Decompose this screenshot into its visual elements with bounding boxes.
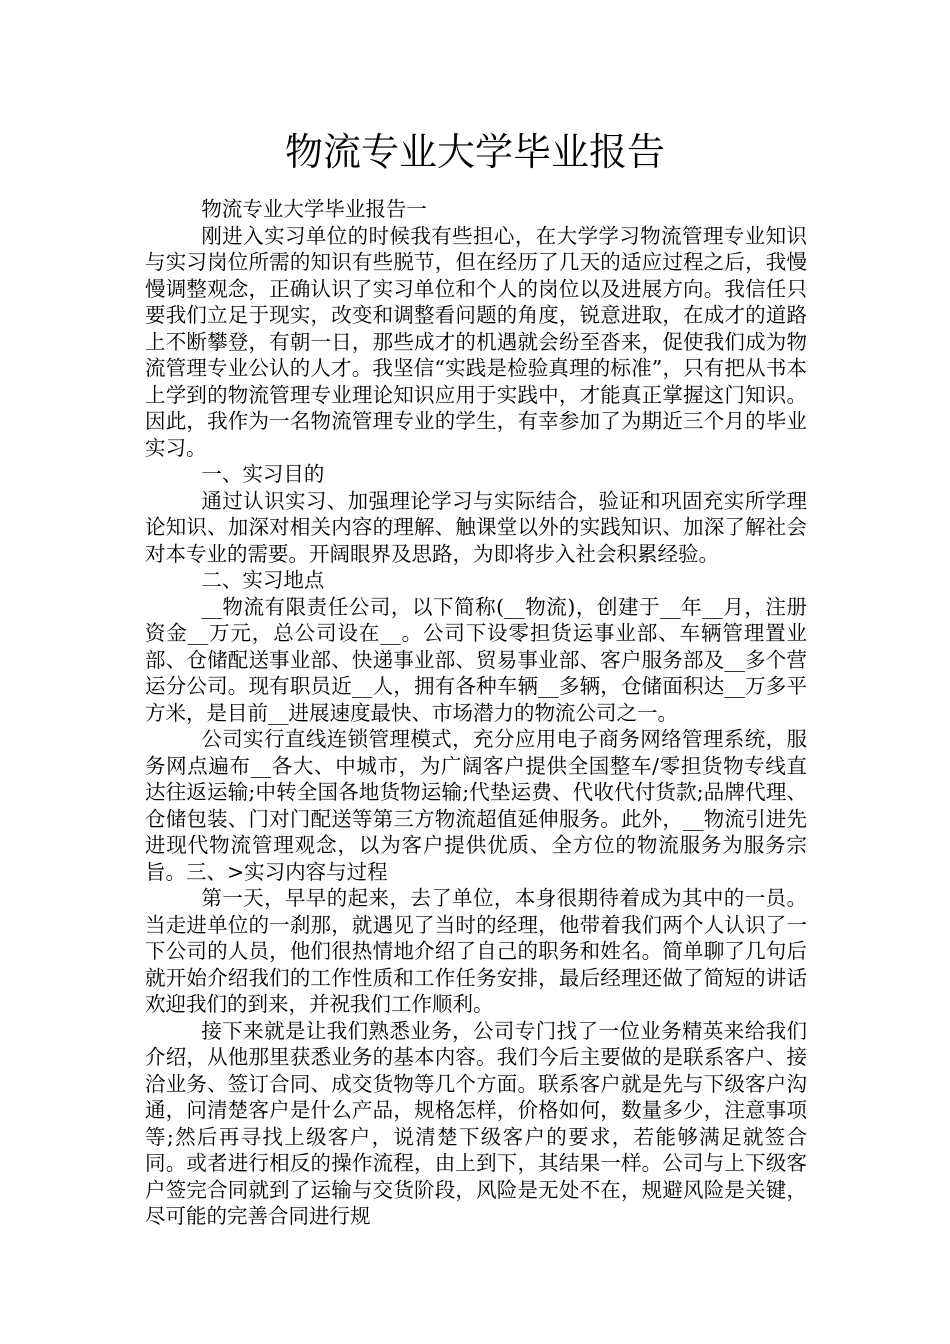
paragraph-company-services: 公司实行直线连锁管理模式，充分应用电子商务网络管理系统，服务网点遍布__各大、中城市，为广阔客户提供全国整车/零担货物专线直达往返运输;中转全国各地货物运输;代垫运费、代收代付货款;品牌代理、仓储包装、门对门配送等第三方物流超值延伸服务。此外，__物流引进先进现代物流管理观念，以为客户提供优质、全方位的物流服务为服务宗旨。三、>实习内容与过程 — [145, 727, 807, 884]
section-heading-location: 二、实习地点 — [201, 568, 325, 592]
paragraph-purpose: 通过认识实习、加强理论学习与实际结合，验证和巩固充实所学理论知识、加深对相关内容的理解、触课堂以外的实践知识、加深了解社会对本专业的需要。开阔眼界及思路，为即将步入社会积累经验。 — [145, 488, 807, 566]
document-body — [145, 196, 807, 1230]
paragraph-subtitle: 物流专业大学毕业报告一 — [201, 197, 427, 221]
paragraph-intro: 刚进入实习单位的时候我有些担心，在大学学习物流管理专业知识与实习岗位所需的知识有些脱节，但在经历了几天的适应过程之后，我慢慢调整观念，正确认识了实习单位和个人的岗位以及进展方向。我信任只要我们立足于现实，改变和调整看问题的角度，锐意进取，在成才的道路上不断攀登，有朝一日，那些成才的机遇就会纷至沓来，促使我们成为物流管理专业公认的人才。我坚信“实践是检验真理的标准”，只有把从书本上学到的物流管理专业理论知识应用于实践中，才能真正掌握这门知识。因此，我作为一名物流管理专业的学生，有幸参加了为期近三个月的毕业实习。 — [145, 223, 807, 460]
document-title: 物流专业大学毕业报告 — [284, 130, 665, 174]
paragraph-business: 接下来就是让我们熟悉业务，公司专门找了一位业务精英来给我们介绍，从他那里获悉业务的基本内容。我们今后主要做的是联系客户、接洽业务、签订合同、成交货物等几个方面。联系客户就是先与下级客户沟通，问清楚客户是什么产品，规格怎样，价格如何，数量多少，注意事项等;然后再寻找上级客户，说清楚下级客户的要求，若能够满足就签合同。或者进行相反的操作流程，由上到下，其结果一样。公司与上下级客户签完合同就到了运输与交货阶段，风险是无处不在，规避风险是关键，尽可能的完善合同进行规 — [145, 1018, 807, 1228]
paragraph-company-intro: __物流有限责任公司，以下简称(__物流)，创建于__年__月，注册资金__万元，总公司设在__。公司下设零担货运事业部、车辆管理置业部、仓储配送事业部、快递事业部、贸易事业部、客户服务部及__多个营运分公司。现有职员近__人，拥有各种车辆__多辆，仓储面积达__万多平方米，是目前__进展速度最快、市场潜力的物流公司之一。 — [145, 594, 807, 725]
section-heading-purpose: 一、实习目的 — [201, 462, 325, 486]
paragraph-first-day: 第一天，早早的起来，去了单位，本身很期待着成为其中的一员。当走进单位的一刹那，就遇见了当时的经理，他带着我们两个人认识了一下公司的人员，他们很热情地介绍了自己的职务和姓名。简单聊了几句后就开始介绍我们的工作性质和工作任务安排，最后经理还做了简短的讲话欢迎我们的到来，并祝我们工作顺利。 — [145, 886, 807, 1016]
